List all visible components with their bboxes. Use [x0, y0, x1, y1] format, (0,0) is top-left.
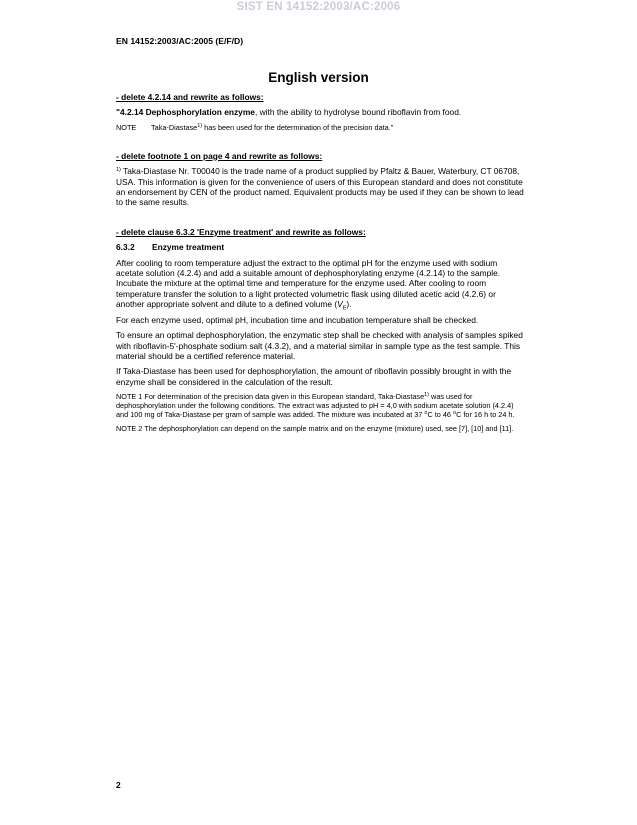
footnote-marker: 1) [116, 167, 121, 174]
footnote-1 [116, 166, 526, 208]
document-identifier: EN 14152:2003/AC:2005 (E/F/D) [116, 36, 244, 46]
note-4-2-14 [116, 123, 526, 132]
paragraph-optimal-dephosphorylation: To ensure an optimal dephosphorylation, the enzymatic step shall be checked with analysis of samples spiked with riboflavin-5'-phosphate sodium salt (4.3.2), and a material similar in sample type as the test sample. This material should be a certified reference material. [116, 330, 523, 361]
note-1-text-b: was used for dephosphorylation under the following conditions. The extract was adjusted to pH = 4,0 with sodium acetate solution (4.2.4) and 100 mg of Taka-Diastase per gram of sample was added. The mixture was incubated at 37 [116, 392, 514, 420]
spacer [116, 137, 526, 151]
definition-4-2-14 [116, 107, 526, 117]
degree-sign: o [453, 410, 457, 417]
instruction-delete-footnote-1: - delete footnote 1 on page 4 and rewrite as follows: [116, 150, 323, 161]
footnote-text: Taka-Diastase Nr. T00040 is the trade name of a product supplied by Pfaltz & Bauer, Waterbury, CT 06708, USA. This information is given for the convenience of users of this European standard and does not constitute an endorsement by CEN of the product named. Equivalent products may be used if they can be shown to lead to the same results. [116, 166, 524, 208]
clause-title: Enzyme treatment [152, 242, 225, 253]
note-text-start: Taka-Diastase [151, 122, 198, 132]
spacer [116, 213, 526, 227]
paragraph-procedure [116, 258, 526, 310]
note-2: NOTE 2 The dephosphorylation can depend on the sample matrix and on the enzyme (mixture) used, see [7], [10] and [11]. [116, 424, 514, 434]
degree-sign: o [424, 410, 428, 417]
page-number: 2 [116, 780, 121, 790]
note-label: NOTE [116, 122, 137, 132]
note-1-text-a: NOTE 1 For determination of the precision data given in this European standard, Taka-Diastase [116, 392, 425, 402]
volume-symbol: V [337, 299, 343, 310]
watermark: SIST EN 14152:2003/AC:2006 [236, 1, 401, 13]
paragraph-text: After cooling to room temperature adjust the extract to the optimal pH for the enzyme used with sodium acetate solution (4.2.4) and add a suitable amount of dephosphorylating enzyme (4.2.14) to the sample. Incubate the mixture at the optimal time and temperature for the enzyme used. After cooling to room temperature transfer the solution to a light protected volumetric flask using diluted acetic acid (4.2.6) or another appropriate solvent and dilute to a defined volume ( [116, 257, 501, 310]
instruction-delete-clause-6-3-2: - delete clause 6.3.2 'Enzyme treatment' and rewrite as follows: [116, 226, 366, 237]
paragraph-taka-diastase: If Taka-Diastase has been used for dephosphorylation, the amount of riboflavin possibly brought in with the enzyme shall be considered in the calculation of the result. [116, 366, 512, 387]
note-1-text-d: C for 16 h to 24 h. [456, 410, 515, 420]
footnote-ref: 1) [424, 392, 430, 399]
paragraph-end: ). [346, 299, 352, 310]
page-title: English version [268, 70, 369, 85]
clause-number: 6.3.2 [116, 242, 135, 253]
instruction-delete-4-2-14: - delete 4.2.14 and rewrite as follows: [116, 92, 264, 102]
clause-heading [116, 242, 526, 252]
content-body [116, 92, 526, 438]
note-1 [116, 392, 526, 419]
note-text-end: has been used for the determination of the precision data." [202, 122, 394, 132]
volume-subscript: E [342, 305, 347, 312]
note-1-text-c: C to 46 [427, 410, 454, 420]
paragraph-optimal-ph: For each enzyme used, optimal pH, incubation time and incubation temperature shall be checked. [116, 314, 479, 325]
footnote-ref: 1) [197, 122, 203, 129]
definition-text: , with the ability to hydrolyse bound riboflavin from food. [254, 107, 462, 118]
definition-term: "4.2.14 Dephosphorylation enzyme [116, 107, 255, 118]
